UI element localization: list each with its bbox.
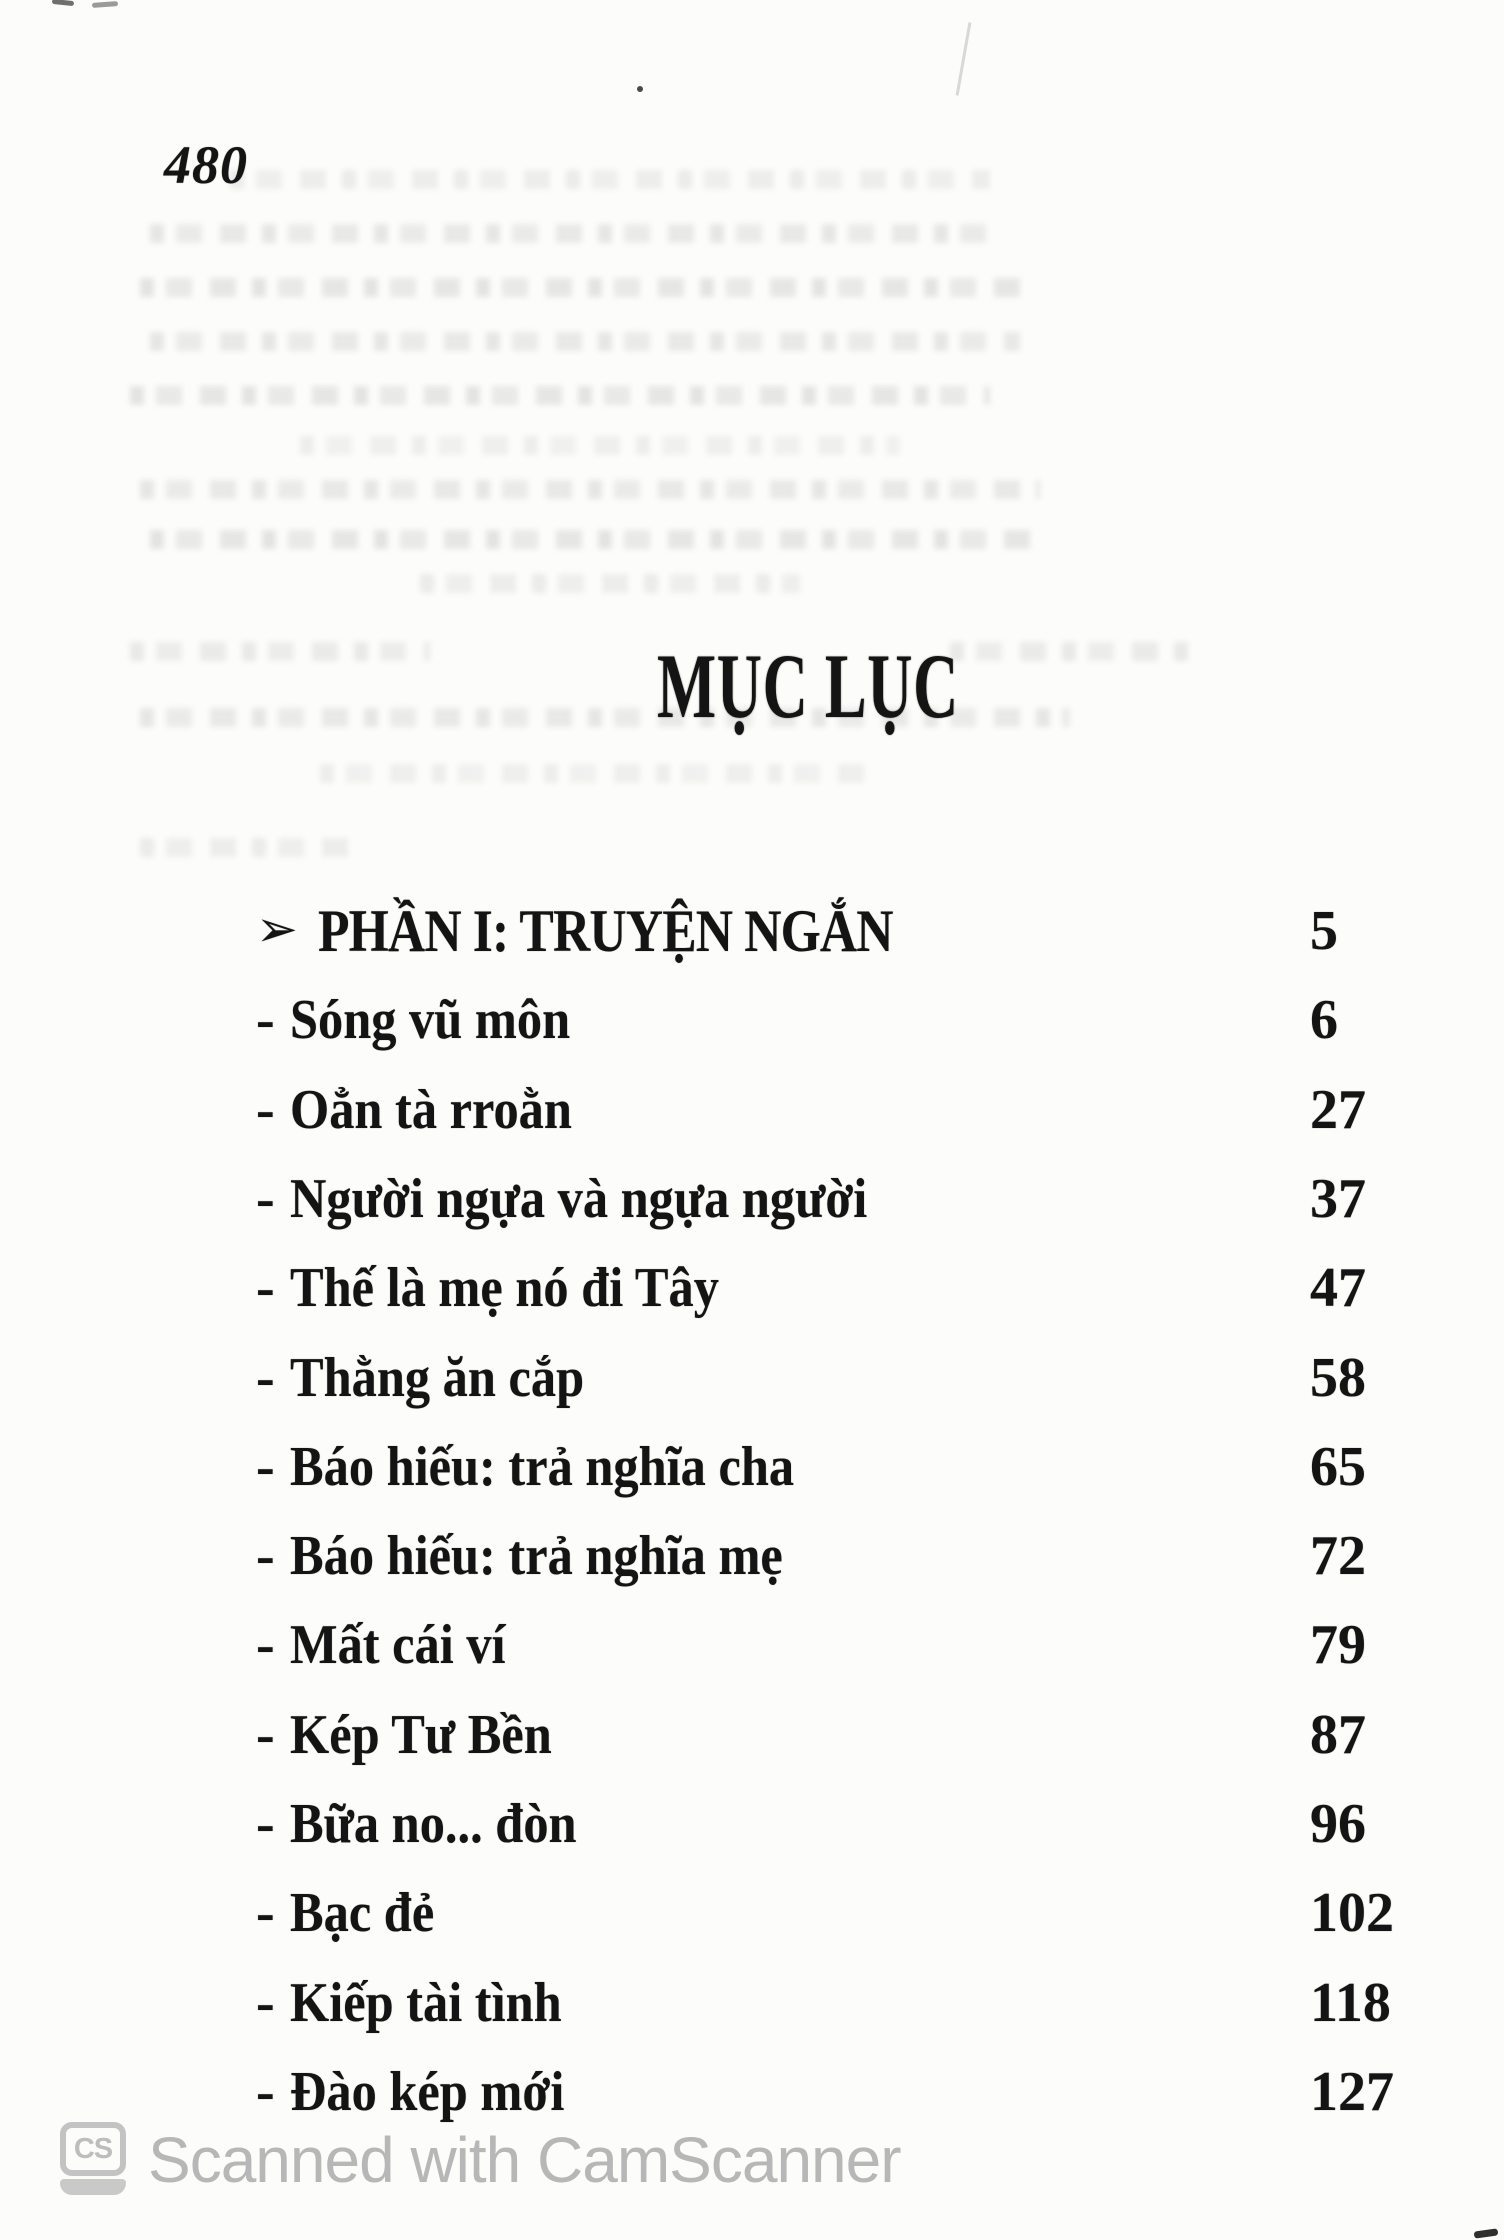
dash-bullet: - bbox=[256, 989, 275, 1052]
toc-row bbox=[0, 975, 1504, 1065]
dash-bullet: - bbox=[256, 1257, 275, 1320]
toc-row bbox=[0, 1690, 1504, 1780]
toc-entry-label: Kép Tư Bền bbox=[289, 1703, 552, 1766]
toc-row bbox=[0, 1779, 1504, 1869]
camscanner-badge-bar bbox=[60, 2179, 126, 2195]
toc-entry-label: PHẦN I: TRUYỆN NGẮN bbox=[317, 898, 893, 964]
toc-entry-label: Bạc đẻ bbox=[289, 1882, 434, 1945]
dash-bullet: - bbox=[256, 1882, 275, 1945]
toc-page-number: 79 bbox=[1310, 1614, 1366, 1677]
toc-page-number: 102 bbox=[1310, 1882, 1394, 1945]
dash-bullet: - bbox=[256, 1167, 275, 1230]
toc-entry-label: Đào kép mới bbox=[289, 2060, 564, 2123]
toc-page-number: 6 bbox=[1310, 989, 1338, 1052]
camscanner-badge: CS bbox=[60, 2122, 126, 2176]
toc-entry-label: Sóng vũ môn bbox=[289, 989, 570, 1052]
toc-page-number: 27 bbox=[1310, 1078, 1366, 1141]
toc-page-number: 72 bbox=[1310, 1525, 1366, 1588]
camscanner-watermark-text: Scanned with CamScanner bbox=[148, 2124, 901, 2196]
arrow-bullet-icon: ➢ bbox=[256, 900, 298, 958]
toc-row bbox=[0, 1422, 1504, 1512]
toc-entry-label: Kiếp tài tình bbox=[289, 1971, 562, 2034]
toc-entry-label: Báo hiếu: trả nghĩa mẹ bbox=[289, 1525, 783, 1588]
camscanner-logo-icon bbox=[60, 2122, 126, 2194]
dash-bullet: - bbox=[256, 1078, 275, 1141]
dash-bullet: - bbox=[256, 1793, 275, 1855]
toc-row bbox=[0, 1511, 1504, 1601]
dash-bullet: - bbox=[256, 2060, 275, 2123]
toc-row bbox=[0, 1154, 1504, 1244]
toc-row bbox=[0, 1243, 1504, 1333]
dash-bullet: - bbox=[256, 1525, 275, 1588]
toc-page-number: 58 bbox=[1310, 1346, 1366, 1409]
dash-bullet: - bbox=[256, 1971, 275, 2034]
toc-page-number: 87 bbox=[1310, 1703, 1366, 1766]
toc-row bbox=[0, 886, 1504, 976]
toc-page-number: 118 bbox=[1310, 1971, 1391, 2034]
toc-row bbox=[0, 1868, 1504, 1958]
toc-page-number: 47 bbox=[1310, 1257, 1366, 1320]
toc-row bbox=[0, 1065, 1504, 1155]
toc-entry-label: Người ngựa và ngựa người bbox=[289, 1167, 867, 1230]
toc-row bbox=[0, 1333, 1504, 1423]
dash-bullet: - bbox=[256, 1435, 275, 1498]
toc-page-number: 5 bbox=[1310, 900, 1338, 962]
page-title-text: MỤC LỤC bbox=[657, 635, 959, 737]
toc-entry-label: Bữa no... đòn bbox=[289, 1793, 577, 1855]
toc-page-number: 127 bbox=[1310, 2060, 1394, 2123]
page-folio-number: 480 bbox=[164, 135, 248, 195]
toc-entry-label: Thế là mẹ nó đi Tây bbox=[289, 1257, 719, 1320]
dash-bullet: - bbox=[256, 1614, 275, 1677]
toc-entry-label: Oẳn tà rroằn bbox=[289, 1078, 572, 1141]
dash-bullet: - bbox=[256, 1703, 275, 1766]
toc-row bbox=[0, 1958, 1504, 2048]
toc-entry-label: Báo hiếu: trả nghĩa cha bbox=[289, 1435, 794, 1498]
dash-bullet: - bbox=[256, 1346, 275, 1409]
toc-page-number: 65 bbox=[1310, 1435, 1366, 1498]
toc-row bbox=[0, 1600, 1504, 1690]
toc-entry-label: Thằng ăn cắp bbox=[289, 1346, 584, 1409]
toc-page-number: 37 bbox=[1310, 1167, 1366, 1230]
toc-entry-label: Mất cái ví bbox=[289, 1614, 506, 1677]
toc-page-number: 96 bbox=[1310, 1793, 1366, 1855]
